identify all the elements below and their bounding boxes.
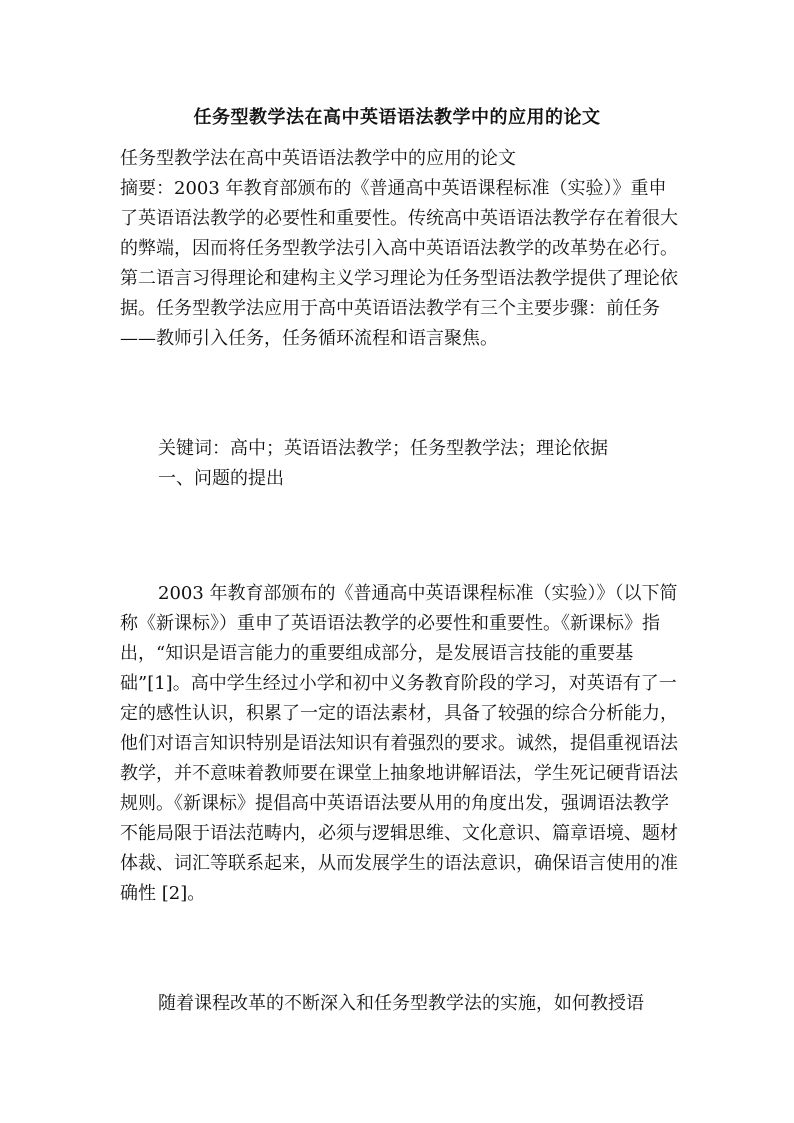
- keywords-line: 关键词：高中；英语语法教学；任务型教学法；理论依据: [158, 438, 608, 459]
- subtitle-line: 任务型教学法在高中英语语法教学中的应用的论文: [120, 148, 516, 169]
- body-paragraph-1: 2003 年教育部颁布的《普通高中英语课程标准（实验）》（以下简称《新课标》）重申了英语语法教学的必要性和重要性。《新课标》指出，“知识是语言能力的重要组成部分，是发展语言技能的重要基础”[1]。高中学生经过小学和初中义务教育阶段的学习，对英语有了一定的感性认识，积累了一定的语法素材，具备了较强的综合分析能力，他们对语言知识特别是语法知识有着强烈的要求。诚然，提倡重视语法教学，并不意味着教师要在课堂上抽象地讲解语法，学生死记硬背语法规则。《新课标》提倡高中英语语法要从用的角度出发，强调语法教学不能局限于语法范畴内，必须与逻辑思维、文化意识、篇章语境、题材体裁、词汇等联系起来，从而发展学生的语法意识，确保语言使用的准确性 [2]。: [120, 583, 678, 904]
- abstract-paragraph: 摘要：2003 年教育部颁布的《普通高中英语课程标准（实验）》重申了英语语法教学的必要性和重要性。传统高中英语语法教学存在着很大的弊端，因而将任务型教学法引入高中英语语法教学的改革势在必行。第二语言习得理论和建构主义学习理论为任务型语法教学提供了理论依据。任务型教学法应用于高中英语语法教学有三个主要步骤：前任务——教师引入任务，任务循环流程和语言聚焦。: [120, 178, 678, 349]
- document-title: 任务型教学法在高中英语语法教学中的应用的论文: [193, 107, 601, 128]
- body-paragraph-block-2: [120, 989, 680, 1019]
- keywords-block: [120, 434, 680, 494]
- body-paragraph-2: 随着课程改革的不断深入和任务型教学法的实施，如何教授语: [158, 993, 644, 1014]
- abstract-block: [120, 144, 680, 354]
- body-paragraph-block: [120, 579, 680, 909]
- section-heading: 一、问题的提出: [158, 468, 284, 489]
